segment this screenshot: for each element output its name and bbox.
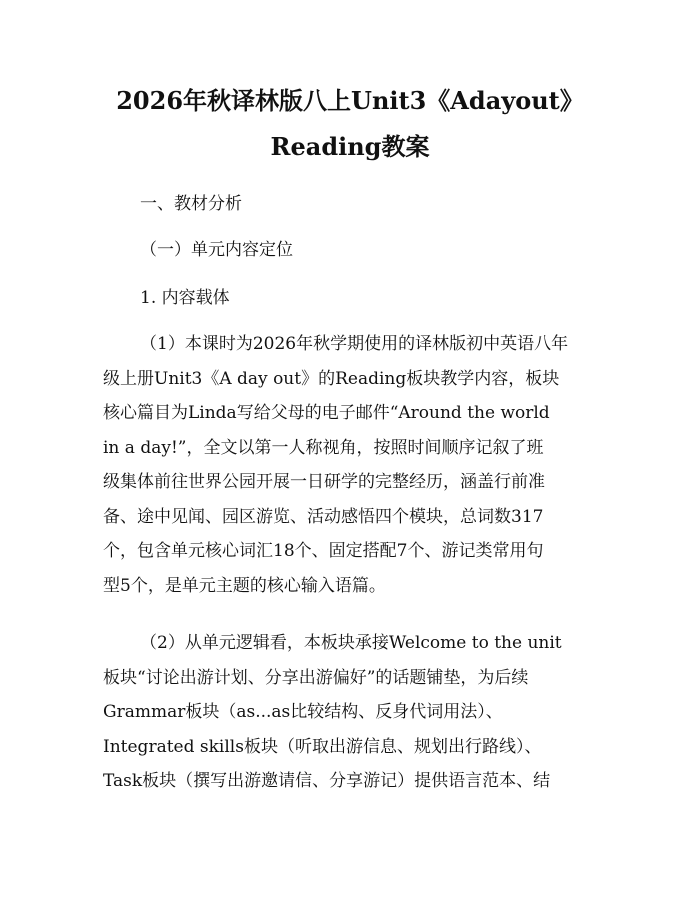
paragraph-2-line: Grammar板块（as...as比较结构、反身代词用法）、 [103, 702, 503, 722]
paragraph-2-line: 板块“讨论出游计划、分享出游偏好”的话题铺垫，为后续 [103, 667, 529, 688]
paragraph-1-line: 型5个，是单元主题的核心输入语篇。 [103, 575, 386, 596]
paragraph-2-line: （2）从单元逻辑看，本板块承接Welcome to the unit [140, 633, 562, 653]
paragraph-1-line: 个，包含单元核心词汇18个、固定搭配7个、游记类常用句 [103, 541, 544, 561]
paragraph-1-line: in a day!”，全文以第一人称视角，按照时间顺序记叙了班 [103, 437, 544, 458]
paragraph-1-line: 核心篇目为Linda写给父母的电子邮件“Around the world [103, 403, 550, 423]
paragraph-1-line: 备、途中见闻、园区游览、活动感悟四个模块，总词数317 [103, 506, 544, 527]
document-title-line-1: 2026年秋译林版八上Unit3《Adayout》 [116, 86, 584, 115]
paragraph-2-line: Task板块（撰写出游邀请信、分享游记）提供语言范本、结 [103, 771, 551, 791]
subsection-heading: （一）单元内容定位 [140, 240, 293, 260]
paragraph-1-line: 级上册Unit3《A day out》的Reading板块教学内容，板块 [103, 368, 560, 389]
paragraph-2-line: Integrated skills板块（听取出游信息、规划出行路线）、 [103, 736, 542, 757]
paragraph-1 [103, 327, 613, 603]
paragraph-1-line: （1）本课时为2026年秋学期使用的译林版初中英语八年 [140, 334, 569, 354]
document-title-line-2: Reading教案 [270, 132, 430, 161]
paragraph-1-line: 级集体前往世界公园开展一日研学的完整经历，涵盖行前准 [103, 472, 545, 492]
paragraph-2 [103, 626, 613, 799]
section-heading: 一、教材分析 [140, 194, 242, 214]
item-heading: 1. 内容载体 [140, 288, 230, 308]
